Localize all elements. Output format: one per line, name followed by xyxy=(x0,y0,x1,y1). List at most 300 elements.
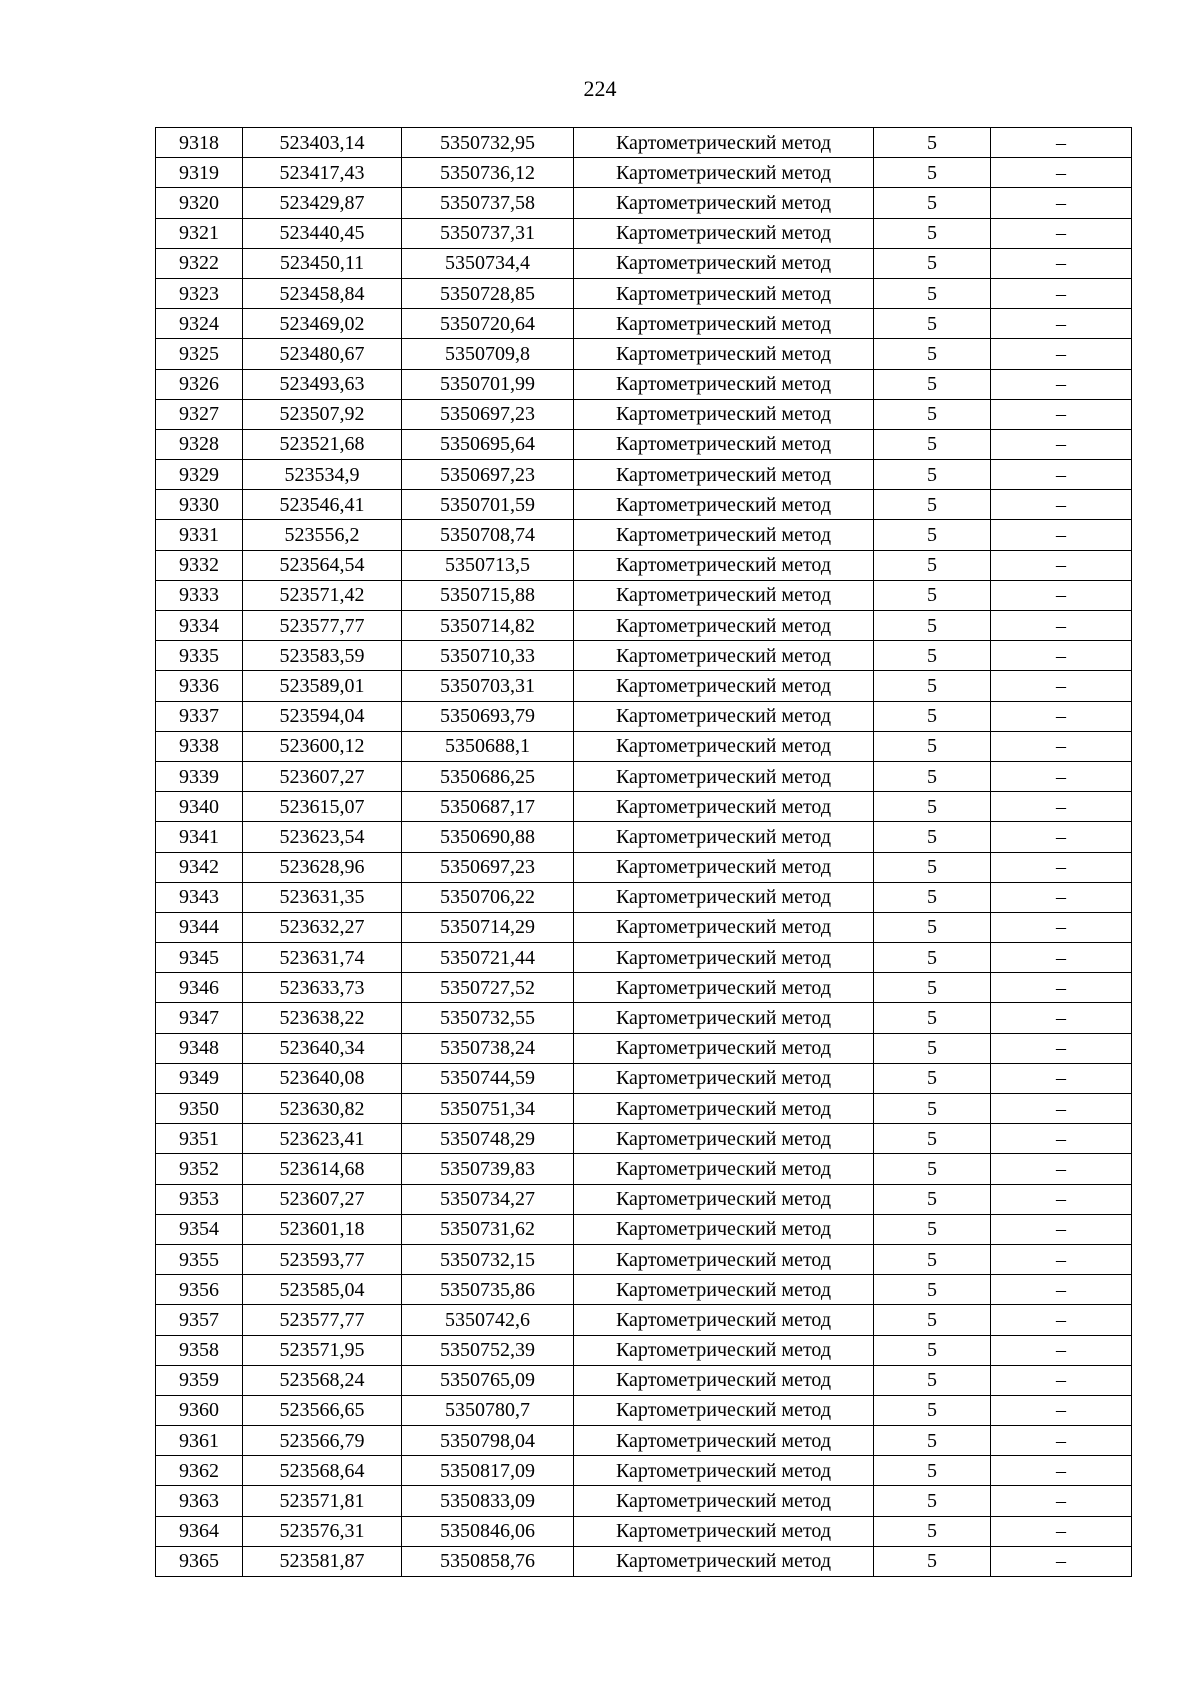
x-coordinate-cell: 523581,87 xyxy=(243,1546,402,1576)
method-cell: Картометрический метод xyxy=(574,1365,874,1395)
y-coordinate-cell: 5350708,74 xyxy=(402,520,574,550)
description-cell: – xyxy=(991,1063,1132,1093)
accuracy-cell: 5 xyxy=(874,912,991,942)
x-coordinate-cell: 523633,73 xyxy=(243,973,402,1003)
table-row xyxy=(156,671,1132,701)
description-cell: – xyxy=(991,1426,1132,1456)
description-cell: – xyxy=(991,1184,1132,1214)
x-coordinate-cell: 523568,64 xyxy=(243,1456,402,1486)
table-row xyxy=(156,188,1132,218)
table-row xyxy=(156,248,1132,278)
accuracy-cell: 5 xyxy=(874,1275,991,1305)
page-number: 224 xyxy=(583,76,617,101)
y-coordinate-cell: 5350687,17 xyxy=(402,792,574,822)
point-number-cell: 9364 xyxy=(156,1516,243,1546)
description-cell: – xyxy=(991,701,1132,731)
y-coordinate-cell: 5350798,04 xyxy=(402,1426,574,1456)
coordinates-table xyxy=(155,127,1132,1577)
table-row xyxy=(156,1305,1132,1335)
x-coordinate-cell: 523493,63 xyxy=(243,369,402,399)
description-cell: – xyxy=(991,1456,1132,1486)
accuracy-cell: 5 xyxy=(874,248,991,278)
x-coordinate-cell: 523417,43 xyxy=(243,158,402,188)
description-cell: – xyxy=(991,429,1132,459)
x-coordinate-cell: 523631,35 xyxy=(243,882,402,912)
accuracy-cell: 5 xyxy=(874,1063,991,1093)
table-row xyxy=(156,731,1132,761)
x-coordinate-cell: 523566,79 xyxy=(243,1426,402,1456)
x-coordinate-cell: 523440,45 xyxy=(243,218,402,248)
point-number-cell: 9355 xyxy=(156,1244,243,1274)
method-cell: Картометрический метод xyxy=(574,218,874,248)
table-row xyxy=(156,1244,1132,1274)
table-row xyxy=(156,1275,1132,1305)
table-row xyxy=(156,1154,1132,1184)
point-number-cell: 9350 xyxy=(156,1094,243,1124)
method-cell: Картометрический метод xyxy=(574,550,874,580)
method-cell: Картометрический метод xyxy=(574,1305,874,1335)
method-cell: Картометрический метод xyxy=(574,1486,874,1516)
accuracy-cell: 5 xyxy=(874,369,991,399)
accuracy-cell: 5 xyxy=(874,973,991,1003)
x-coordinate-cell: 523507,92 xyxy=(243,399,402,429)
method-cell: Картометрический метод xyxy=(574,1003,874,1033)
method-cell: Картометрический метод xyxy=(574,1426,874,1456)
description-cell: – xyxy=(991,550,1132,580)
point-number-cell: 9337 xyxy=(156,701,243,731)
table-row xyxy=(156,1365,1132,1395)
x-coordinate-cell: 523450,11 xyxy=(243,248,402,278)
method-cell: Картометрический метод xyxy=(574,973,874,1003)
y-coordinate-cell: 5350709,8 xyxy=(402,339,574,369)
table-row xyxy=(156,278,1132,308)
description-cell: – xyxy=(991,369,1132,399)
table-row xyxy=(156,761,1132,791)
method-cell: Картометрический метод xyxy=(574,1033,874,1063)
method-cell: Картометрический метод xyxy=(574,882,874,912)
accuracy-cell: 5 xyxy=(874,731,991,761)
description-cell: – xyxy=(991,128,1132,158)
x-coordinate-cell: 523632,27 xyxy=(243,912,402,942)
description-cell: – xyxy=(991,852,1132,882)
method-cell: Картометрический метод xyxy=(574,943,874,973)
method-cell: Картометрический метод xyxy=(574,158,874,188)
x-coordinate-cell: 523638,22 xyxy=(243,1003,402,1033)
table-row xyxy=(156,852,1132,882)
accuracy-cell: 5 xyxy=(874,1244,991,1274)
x-coordinate-cell: 523534,9 xyxy=(243,460,402,490)
y-coordinate-cell: 5350688,1 xyxy=(402,731,574,761)
y-coordinate-cell: 5350710,33 xyxy=(402,641,574,671)
x-coordinate-cell: 523607,27 xyxy=(243,761,402,791)
point-number-cell: 9336 xyxy=(156,671,243,701)
y-coordinate-cell: 5350721,44 xyxy=(402,943,574,973)
method-cell: Картометрический метод xyxy=(574,1124,874,1154)
method-cell: Картометрический метод xyxy=(574,128,874,158)
method-cell: Картометрический метод xyxy=(574,520,874,550)
point-number-cell: 9332 xyxy=(156,550,243,580)
point-number-cell: 9341 xyxy=(156,822,243,852)
table-row xyxy=(156,158,1132,188)
x-coordinate-cell: 523623,41 xyxy=(243,1124,402,1154)
description-cell: – xyxy=(991,1214,1132,1244)
accuracy-cell: 5 xyxy=(874,1456,991,1486)
table-row xyxy=(156,218,1132,248)
accuracy-cell: 5 xyxy=(874,128,991,158)
y-coordinate-cell: 5350693,79 xyxy=(402,701,574,731)
method-cell: Картометрический метод xyxy=(574,1335,874,1365)
y-coordinate-cell: 5350695,64 xyxy=(402,429,574,459)
description-cell: – xyxy=(991,792,1132,822)
accuracy-cell: 5 xyxy=(874,1426,991,1456)
method-cell: Картометрический метод xyxy=(574,822,874,852)
x-coordinate-cell: 523480,67 xyxy=(243,339,402,369)
accuracy-cell: 5 xyxy=(874,1094,991,1124)
accuracy-cell: 5 xyxy=(874,1395,991,1425)
table-row xyxy=(156,1124,1132,1154)
x-coordinate-cell: 523556,2 xyxy=(243,520,402,550)
method-cell: Картометрический метод xyxy=(574,1184,874,1214)
coordinates-table-body xyxy=(156,128,1132,1577)
accuracy-cell: 5 xyxy=(874,611,991,641)
y-coordinate-cell: 5350751,34 xyxy=(402,1094,574,1124)
point-number-cell: 9329 xyxy=(156,460,243,490)
x-coordinate-cell: 523521,68 xyxy=(243,429,402,459)
accuracy-cell: 5 xyxy=(874,1365,991,1395)
point-number-cell: 9327 xyxy=(156,399,243,429)
x-coordinate-cell: 523615,07 xyxy=(243,792,402,822)
point-number-cell: 9323 xyxy=(156,278,243,308)
x-coordinate-cell: 523593,77 xyxy=(243,1244,402,1274)
method-cell: Картометрический метод xyxy=(574,792,874,822)
point-number-cell: 9328 xyxy=(156,429,243,459)
description-cell: – xyxy=(991,973,1132,1003)
x-coordinate-cell: 523585,04 xyxy=(243,1275,402,1305)
point-number-cell: 9359 xyxy=(156,1365,243,1395)
point-number-cell: 9320 xyxy=(156,188,243,218)
table-row xyxy=(156,1486,1132,1516)
accuracy-cell: 5 xyxy=(874,671,991,701)
table-row xyxy=(156,792,1132,822)
description-cell: – xyxy=(991,611,1132,641)
x-coordinate-cell: 523630,82 xyxy=(243,1094,402,1124)
accuracy-cell: 5 xyxy=(874,1305,991,1335)
point-number-cell: 9340 xyxy=(156,792,243,822)
y-coordinate-cell: 5350737,31 xyxy=(402,218,574,248)
method-cell: Картометрический метод xyxy=(574,701,874,731)
method-cell: Картометрический метод xyxy=(574,278,874,308)
method-cell: Картометрический метод xyxy=(574,761,874,791)
method-cell: Картометрический метод xyxy=(574,641,874,671)
table-row xyxy=(156,550,1132,580)
point-number-cell: 9335 xyxy=(156,641,243,671)
y-coordinate-cell: 5350697,23 xyxy=(402,852,574,882)
description-cell: – xyxy=(991,1305,1132,1335)
method-cell: Картометрический метод xyxy=(574,1456,874,1486)
description-cell: – xyxy=(991,399,1132,429)
method-cell: Картометрический метод xyxy=(574,852,874,882)
table-row xyxy=(156,309,1132,339)
table-row xyxy=(156,580,1132,610)
table-row xyxy=(156,611,1132,641)
accuracy-cell: 5 xyxy=(874,852,991,882)
y-coordinate-cell: 5350686,25 xyxy=(402,761,574,791)
description-cell: – xyxy=(991,309,1132,339)
table-row xyxy=(156,339,1132,369)
method-cell: Картометрический метод xyxy=(574,912,874,942)
y-coordinate-cell: 5350714,29 xyxy=(402,912,574,942)
table-row xyxy=(156,1335,1132,1365)
point-number-cell: 9331 xyxy=(156,520,243,550)
point-number-cell: 9342 xyxy=(156,852,243,882)
x-coordinate-cell: 523614,68 xyxy=(243,1154,402,1184)
y-coordinate-cell: 5350701,59 xyxy=(402,490,574,520)
accuracy-cell: 5 xyxy=(874,490,991,520)
y-coordinate-cell: 5350734,27 xyxy=(402,1184,574,1214)
y-coordinate-cell: 5350690,88 xyxy=(402,822,574,852)
table-row xyxy=(156,701,1132,731)
y-coordinate-cell: 5350780,7 xyxy=(402,1395,574,1425)
point-number-cell: 9356 xyxy=(156,1275,243,1305)
accuracy-cell: 5 xyxy=(874,278,991,308)
point-number-cell: 9339 xyxy=(156,761,243,791)
x-coordinate-cell: 523571,42 xyxy=(243,580,402,610)
x-coordinate-cell: 523571,95 xyxy=(243,1335,402,1365)
point-number-cell: 9345 xyxy=(156,943,243,973)
x-coordinate-cell: 523623,54 xyxy=(243,822,402,852)
description-cell: – xyxy=(991,188,1132,218)
method-cell: Картометрический метод xyxy=(574,1154,874,1184)
y-coordinate-cell: 5350846,06 xyxy=(402,1516,574,1546)
y-coordinate-cell: 5350744,59 xyxy=(402,1063,574,1093)
table-row xyxy=(156,399,1132,429)
point-number-cell: 9343 xyxy=(156,882,243,912)
accuracy-cell: 5 xyxy=(874,822,991,852)
accuracy-cell: 5 xyxy=(874,701,991,731)
description-cell: – xyxy=(991,1033,1132,1063)
y-coordinate-cell: 5350817,09 xyxy=(402,1456,574,1486)
point-number-cell: 9354 xyxy=(156,1214,243,1244)
point-number-cell: 9361 xyxy=(156,1426,243,1456)
description-cell: – xyxy=(991,1094,1132,1124)
y-coordinate-cell: 5350735,86 xyxy=(402,1275,574,1305)
accuracy-cell: 5 xyxy=(874,1214,991,1244)
y-coordinate-cell: 5350701,99 xyxy=(402,369,574,399)
table-row xyxy=(156,882,1132,912)
description-cell: – xyxy=(991,641,1132,671)
point-number-cell: 9322 xyxy=(156,248,243,278)
accuracy-cell: 5 xyxy=(874,1124,991,1154)
method-cell: Картометрический метод xyxy=(574,369,874,399)
table-row xyxy=(156,1395,1132,1425)
description-cell: – xyxy=(991,671,1132,701)
point-number-cell: 9324 xyxy=(156,309,243,339)
x-coordinate-cell: 523640,34 xyxy=(243,1033,402,1063)
table-row xyxy=(156,429,1132,459)
y-coordinate-cell: 5350732,15 xyxy=(402,1244,574,1274)
method-cell: Картометрический метод xyxy=(574,429,874,459)
method-cell: Картометрический метод xyxy=(574,580,874,610)
point-number-cell: 9334 xyxy=(156,611,243,641)
point-number-cell: 9349 xyxy=(156,1063,243,1093)
y-coordinate-cell: 5350731,62 xyxy=(402,1214,574,1244)
point-number-cell: 9363 xyxy=(156,1486,243,1516)
accuracy-cell: 5 xyxy=(874,399,991,429)
y-coordinate-cell: 5350728,85 xyxy=(402,278,574,308)
table-row xyxy=(156,369,1132,399)
x-coordinate-cell: 523628,96 xyxy=(243,852,402,882)
method-cell: Картометрический метод xyxy=(574,1244,874,1274)
description-cell: – xyxy=(991,1486,1132,1516)
x-coordinate-cell: 523469,02 xyxy=(243,309,402,339)
accuracy-cell: 5 xyxy=(874,943,991,973)
table-row xyxy=(156,1184,1132,1214)
method-cell: Картометрический метод xyxy=(574,1275,874,1305)
point-number-cell: 9319 xyxy=(156,158,243,188)
accuracy-cell: 5 xyxy=(874,1335,991,1365)
y-coordinate-cell: 5350703,31 xyxy=(402,671,574,701)
point-number-cell: 9357 xyxy=(156,1305,243,1335)
method-cell: Картометрический метод xyxy=(574,248,874,278)
point-number-cell: 9365 xyxy=(156,1546,243,1576)
point-number-cell: 9353 xyxy=(156,1184,243,1214)
accuracy-cell: 5 xyxy=(874,1033,991,1063)
accuracy-cell: 5 xyxy=(874,1003,991,1033)
table-row xyxy=(156,1214,1132,1244)
y-coordinate-cell: 5350713,5 xyxy=(402,550,574,580)
description-cell: – xyxy=(991,1365,1132,1395)
description-cell: – xyxy=(991,1244,1132,1274)
description-cell: – xyxy=(991,1003,1132,1033)
description-cell: – xyxy=(991,943,1132,973)
method-cell: Картометрический метод xyxy=(574,460,874,490)
description-cell: – xyxy=(991,580,1132,610)
description-cell: – xyxy=(991,761,1132,791)
table-row xyxy=(156,822,1132,852)
description-cell: – xyxy=(991,460,1132,490)
description-cell: – xyxy=(991,1275,1132,1305)
description-cell: – xyxy=(991,520,1132,550)
method-cell: Картометрический метод xyxy=(574,731,874,761)
x-coordinate-cell: 523577,77 xyxy=(243,611,402,641)
y-coordinate-cell: 5350736,12 xyxy=(402,158,574,188)
description-cell: – xyxy=(991,912,1132,942)
table-row xyxy=(156,641,1132,671)
accuracy-cell: 5 xyxy=(874,429,991,459)
point-number-cell: 9330 xyxy=(156,490,243,520)
table-row xyxy=(156,460,1132,490)
method-cell: Картометрический метод xyxy=(574,1546,874,1576)
table-row xyxy=(156,490,1132,520)
point-number-cell: 9347 xyxy=(156,1003,243,1033)
y-coordinate-cell: 5350732,95 xyxy=(402,128,574,158)
x-coordinate-cell: 523601,18 xyxy=(243,1214,402,1244)
x-coordinate-cell: 523568,24 xyxy=(243,1365,402,1395)
accuracy-cell: 5 xyxy=(874,1154,991,1184)
table-row xyxy=(156,128,1132,158)
table-row xyxy=(156,520,1132,550)
table-row xyxy=(156,1063,1132,1093)
description-cell: – xyxy=(991,248,1132,278)
description-cell: – xyxy=(991,822,1132,852)
point-number-cell: 9333 xyxy=(156,580,243,610)
y-coordinate-cell: 5350748,29 xyxy=(402,1124,574,1154)
y-coordinate-cell: 5350697,23 xyxy=(402,399,574,429)
description-cell: – xyxy=(991,278,1132,308)
x-coordinate-cell: 523640,08 xyxy=(243,1063,402,1093)
accuracy-cell: 5 xyxy=(874,761,991,791)
table-row xyxy=(156,912,1132,942)
accuracy-cell: 5 xyxy=(874,188,991,218)
table-row xyxy=(156,943,1132,973)
accuracy-cell: 5 xyxy=(874,460,991,490)
description-cell: – xyxy=(991,882,1132,912)
accuracy-cell: 5 xyxy=(874,882,991,912)
description-cell: – xyxy=(991,1516,1132,1546)
y-coordinate-cell: 5350737,58 xyxy=(402,188,574,218)
table-row xyxy=(156,1426,1132,1456)
x-coordinate-cell: 523546,41 xyxy=(243,490,402,520)
y-coordinate-cell: 5350833,09 xyxy=(402,1486,574,1516)
table-row xyxy=(156,1094,1132,1124)
point-number-cell: 9352 xyxy=(156,1154,243,1184)
y-coordinate-cell: 5350720,64 xyxy=(402,309,574,339)
description-cell: – xyxy=(991,218,1132,248)
point-number-cell: 9344 xyxy=(156,912,243,942)
y-coordinate-cell: 5350739,83 xyxy=(402,1154,574,1184)
method-cell: Картометрический метод xyxy=(574,399,874,429)
y-coordinate-cell: 5350742,6 xyxy=(402,1305,574,1335)
y-coordinate-cell: 5350752,39 xyxy=(402,1335,574,1365)
method-cell: Картометрический метод xyxy=(574,1063,874,1093)
y-coordinate-cell: 5350858,76 xyxy=(402,1546,574,1576)
y-coordinate-cell: 5350765,09 xyxy=(402,1365,574,1395)
x-coordinate-cell: 523566,65 xyxy=(243,1395,402,1425)
point-number-cell: 9346 xyxy=(156,973,243,1003)
point-number-cell: 9318 xyxy=(156,128,243,158)
x-coordinate-cell: 523589,01 xyxy=(243,671,402,701)
point-number-cell: 9362 xyxy=(156,1456,243,1486)
point-number-cell: 9360 xyxy=(156,1395,243,1425)
x-coordinate-cell: 523576,31 xyxy=(243,1516,402,1546)
method-cell: Картометрический метод xyxy=(574,1214,874,1244)
table-row xyxy=(156,1546,1132,1576)
method-cell: Картометрический метод xyxy=(574,188,874,218)
y-coordinate-cell: 5350706,22 xyxy=(402,882,574,912)
point-number-cell: 9348 xyxy=(156,1033,243,1063)
table-row xyxy=(156,973,1132,1003)
point-number-cell: 9321 xyxy=(156,218,243,248)
description-cell: – xyxy=(991,1124,1132,1154)
x-coordinate-cell: 523577,77 xyxy=(243,1305,402,1335)
description-cell: – xyxy=(991,339,1132,369)
x-coordinate-cell: 523571,81 xyxy=(243,1486,402,1516)
y-coordinate-cell: 5350715,88 xyxy=(402,580,574,610)
accuracy-cell: 5 xyxy=(874,158,991,188)
accuracy-cell: 5 xyxy=(874,792,991,822)
x-coordinate-cell: 523600,12 xyxy=(243,731,402,761)
table-row xyxy=(156,1033,1132,1063)
method-cell: Картометрический метод xyxy=(574,1516,874,1546)
point-number-cell: 9358 xyxy=(156,1335,243,1365)
description-cell: – xyxy=(991,1395,1132,1425)
table-row xyxy=(156,1456,1132,1486)
description-cell: – xyxy=(991,1154,1132,1184)
accuracy-cell: 5 xyxy=(874,580,991,610)
description-cell: – xyxy=(991,490,1132,520)
accuracy-cell: 5 xyxy=(874,520,991,550)
accuracy-cell: 5 xyxy=(874,1516,991,1546)
